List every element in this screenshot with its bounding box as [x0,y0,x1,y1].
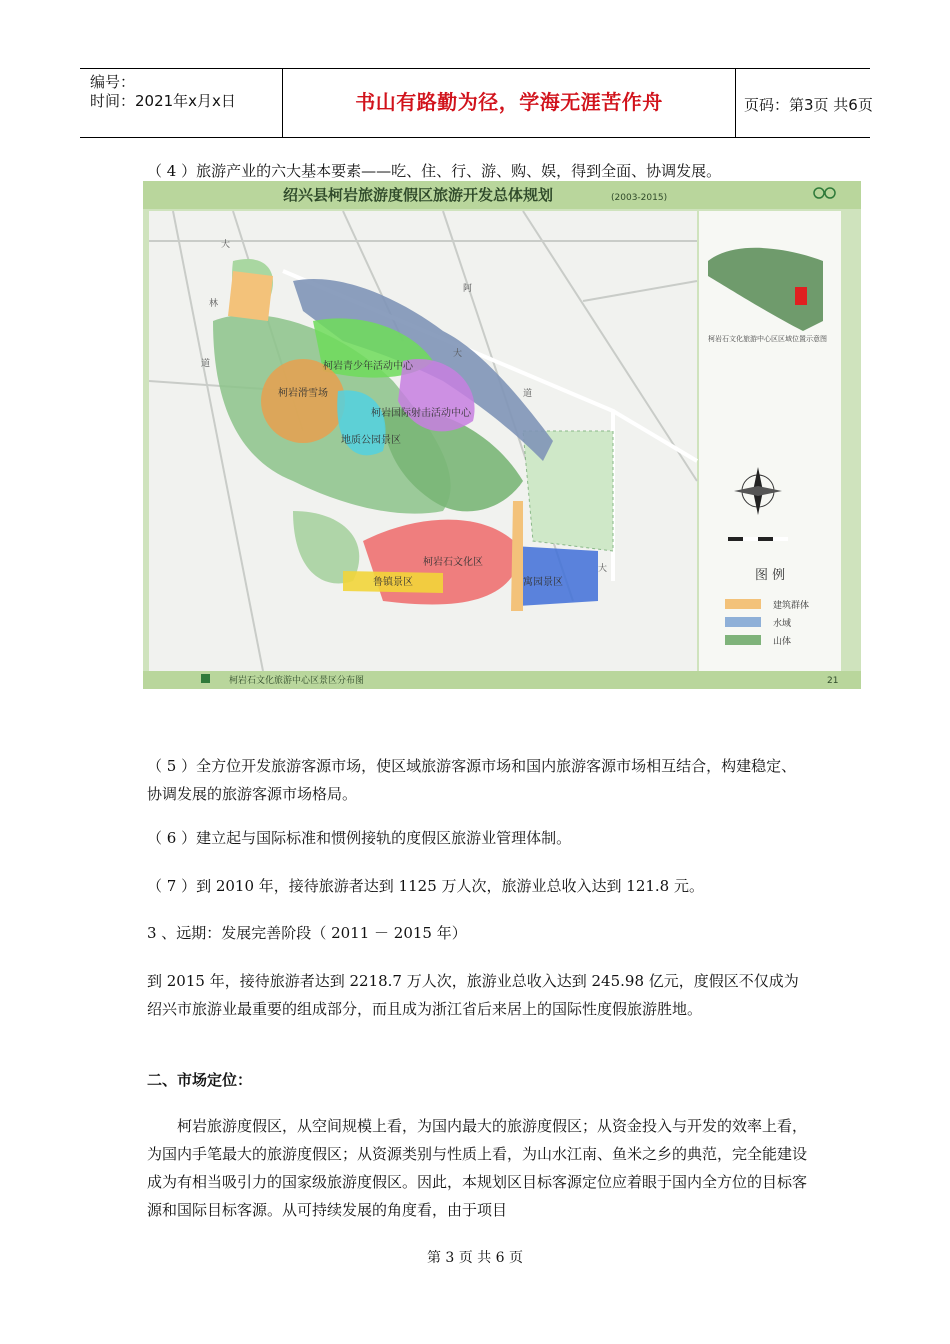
building-cluster-nw [228,271,273,321]
paragraph-7: （ 7 ）到 2010 年，接待旅游者达到 1125 万人次，旅游业总收入达到 121.8 元。 [147,877,704,895]
inset-caption: 柯岩石文化旅游中心区区域位置示意图 [708,335,827,343]
document-number-label: 编号： [90,73,136,91]
header-center-cell [282,69,736,137]
paragraph-2015-targets: 到 2015 年，接待旅游者达到 2218.7 万人次，旅游业总收入达到 245.98 亿元，度假区不仅成为绍兴市旅游业最重要的组成部分，而且成为浙江省后来居上的国际性度假旅游胜地。 [147,972,799,1018]
zone-label-4: 地质公园景区 [341,435,401,446]
page-footer: 第 3 页 共 6 页 [426,1250,524,1266]
zone-label-1: 柯岩青少年活动中心 [323,361,413,372]
zone-label-7: 寓园景区 [523,577,563,588]
legend-swatch-water [725,617,761,627]
legend-title: 图 例 [755,568,786,583]
zone-label-2: 柯岩滑雪场 [278,388,328,399]
legend-label-mountain: 山体 [773,637,792,647]
legend-swatch-mountain [725,635,761,645]
header-table [80,68,873,138]
paragraph-5: （ 5 ）全方位开发旅游客源市场，使区域旅游客源市场和国内旅游客源市场相互结合，构建稳定、协调发展的旅游客源市场格局。 [147,757,797,803]
inset-location-marker [795,287,807,305]
header-motto: 书山有路勤为径，学海无涯苦作舟 [355,90,663,114]
zone-label-3: 柯岩国际射击活动中心 [371,408,471,419]
legend-label-water: 水域 [773,619,792,629]
road-label-2: 道 [201,359,211,369]
paragraph-6: （ 6 ）建立起与国际标准和惯例接轨的度假区旅游业管理体制。 [147,829,572,847]
header-left-cell [80,69,282,137]
road-label-4: 大 [453,349,463,359]
map-title: 绍兴县柯岩旅游度假区旅游开发总体规划 [283,186,554,204]
road-label-5: 道 [523,389,533,399]
header-page-label: 页码：第3页 共6页 [744,96,873,114]
paragraph-4: （ 4 ）旅游产业的六大基本要素——吃、住、行、游、购、娱，得到全面、协调发展。 [147,162,722,180]
zone-yuyuan [513,546,598,606]
paragraph-market-positioning: 柯岩旅游度假区，从空间规模上看，为国内最大的旅游度假区；从资金投入与开发的效率上看，为国内手笔最大的旅游度假区；从资源类别与性质上看，为山水江南、鱼米之乡的典范，完全能建设成为有相当吸引力的国家级旅游度假区。因此，本规划区目标客源定位应着眼于国内全方位的目标客源和国际目标客源。从可持续发展的角度看，由于项目 [147,1117,808,1219]
map-caption: 柯岩石文化旅游中心区景区分布图 [229,676,365,686]
caption-marker-icon [201,674,210,683]
map-page-number: 21 [827,676,839,686]
road-label-7: 大 [598,564,608,574]
road-label-3: 林 [209,299,219,309]
map-years: (2003-2015) [611,193,668,203]
zone-label-5: 柯岩石文化区 [423,557,483,568]
legend-label-buildings: 建筑群体 [773,601,810,611]
paragraph-long-term-stage: 3 、远期：发展完善阶段（ 2011 － 2015 年） [147,924,467,942]
legend-swatch-buildings [725,599,761,609]
scale-bar [728,537,788,541]
document-date-label: 时间：2021年x月x日 [90,92,236,110]
section-heading-market-positioning: 二、市场定位： [147,1071,253,1089]
road-label-1: 大 [221,240,231,250]
header-right-cell [735,69,873,137]
road-label-6: 阿 [463,284,473,294]
zone-label-6: 鲁镇景区 [373,577,413,588]
building-cluster-east [511,501,523,611]
planning-map-figure [143,181,861,689]
